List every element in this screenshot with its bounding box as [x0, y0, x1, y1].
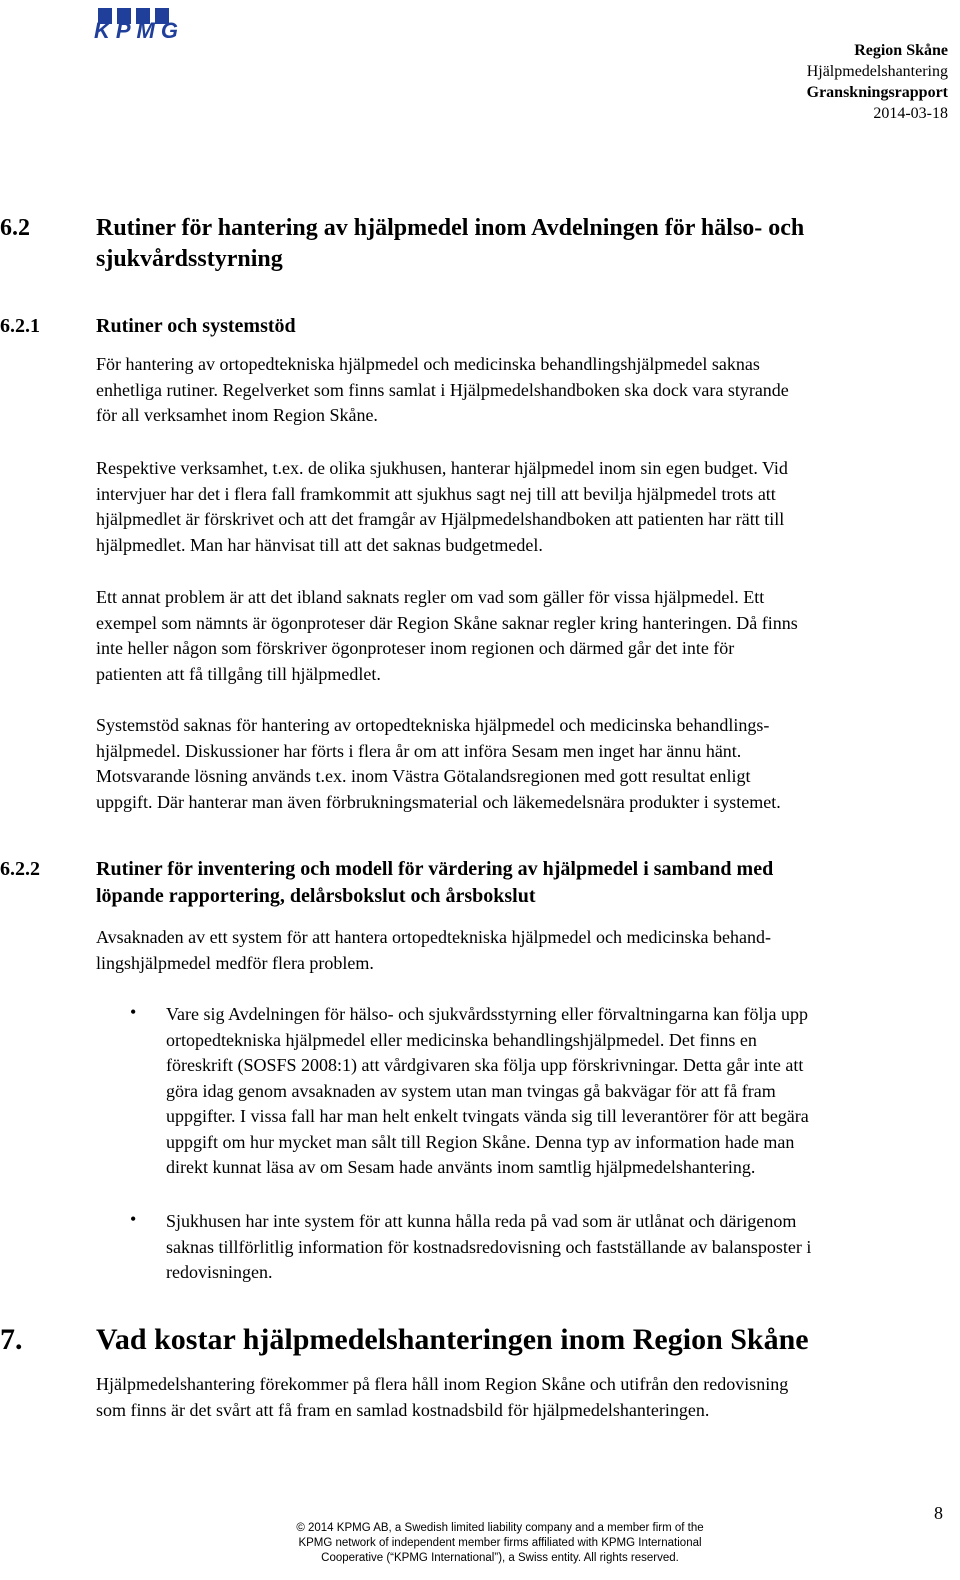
- footer-line: KPMG network of independent member firms affiliated with KPMG International: [298, 1537, 702, 1549]
- text-line: redovisningen.: [166, 1262, 273, 1282]
- text-line: Respektive verksamhet, t.ex. de olika sjukhusen, hanterar hjälpmedel inom sin egen budget. Vid: [96, 458, 788, 478]
- text-line: Hjälpmedelshantering förekommer på flera håll inom Region Skåne och utifrån den redovisning: [96, 1374, 789, 1394]
- heading-number: 6.2.1: [0, 315, 40, 337]
- header-org: Region Skåne: [854, 42, 948, 59]
- text-line: uppgift om hur mycket man sålt till Region Skåne. Denna typ av information hade man: [166, 1131, 795, 1152]
- text-line: exempel som nämnts är ögonproteser där Region Skåne saknar regler kring hanteringen. Då finns: [96, 612, 798, 633]
- text-line: Systemstöd saknas för hantering av ortopedtekniska hjälpmedel och medicinska behandlings-: [96, 715, 770, 735]
- list-item: [166, 1209, 956, 1286]
- heading-text-line: Rutiner för hantering av hjälpmedel inom Avdelningen för hälso- och: [96, 215, 805, 241]
- text-line: föreskrift (SOSFS 2008:1) att vårdgivaren ska följa upp förskrivningar. Detta går inte att: [166, 1055, 804, 1075]
- text-line: för all verksamhet inom Region Skåne.: [96, 405, 378, 425]
- kpmg-logo: [92, 6, 184, 42]
- svg-text:KPMG: KPMG: [94, 18, 178, 42]
- text-line: uppgift. Där hanterar man även förbrukningsmaterial och läkemedelsnära produkter i systemet.: [96, 791, 781, 812]
- heading-text: Rutiner och systemstöd: [96, 315, 296, 337]
- text-line: som finns är det svårt att få fram en samlad kostnadsbild för hjälpmedelshanteringen.: [96, 1399, 710, 1420]
- text-line: göra idag genom avsaknaden av system utan man tvingas gå bakvägar för att få fram: [166, 1080, 776, 1101]
- paragraph: [96, 352, 946, 429]
- heading-text-line: Rutiner för inventering och modell för värdering av hjälpmedel i samband med: [96, 858, 774, 880]
- text-line: direkt kunnat läsa av om Sesam hade använts inom samtlig hjälpmedelshantering.: [166, 1157, 756, 1177]
- page-number: 8: [934, 1503, 943, 1523]
- header-report-type: Granskningsrapport: [806, 84, 948, 101]
- text-line: ortopedtekniska hjälpmedel eller medicinska behandlingshjälpmedel. Det finns en: [166, 1029, 757, 1050]
- footer-line: Cooperative (“KPMG International”), a Swiss entity. All rights reserved.: [321, 1552, 679, 1564]
- text-line: hjälpmedlet är förskrivet och att det framgår av Hjälpmedelshandboken att patienten har rätt till: [96, 509, 785, 529]
- bullet-icon: •: [130, 1209, 137, 1229]
- text-line: Sjukhusen har inte system för att kunna hålla reda på vad som är utlånat och därigenom: [166, 1211, 797, 1231]
- heading-number: 6.2: [0, 215, 30, 241]
- text-line: Vare sig Avdelningen för hälso- och sjukvårdsstyrning eller förvaltningarna kan följa upp: [166, 1004, 808, 1024]
- text-line: uppgifter. I vissa fall har man helt enkelt tvingats vända sig till leverantörer för att begära: [166, 1106, 809, 1126]
- text-line: Ett annat problem är att det ibland saknats regler om vad som gäller för vissa hjälpmedel. Ett: [96, 587, 765, 607]
- text-line: saknas tillförlitlig information för kostnadsredovisning och fastställande av balansposter i: [166, 1236, 812, 1257]
- paragraph: [96, 1372, 946, 1423]
- header-subject: Hjälpmedelshantering: [806, 63, 948, 80]
- bullet-icon: •: [130, 1002, 137, 1022]
- text-line: intervjuer har det i flera fall framkommit att sjukhus sagt nej till att bevilja hjälpmedel trots att: [96, 483, 776, 504]
- list-item: [166, 1002, 956, 1181]
- text-line: inte heller någon som förskriver ögonproteser inom regionen och därmed går det inte för: [96, 638, 735, 658]
- heading-number: 7.: [0, 1323, 23, 1356]
- paragraph: [96, 925, 946, 976]
- heading-text-line: sjukvårdsstyrning: [96, 246, 283, 272]
- heading-text-line: löpande rapportering, delårsbokslut och årsbokslut: [96, 885, 536, 907]
- paragraph: [96, 456, 946, 558]
- text-line: lingshjälpmedel medför flera problem.: [96, 952, 374, 973]
- text-line: hjälpmedlet. Man har hänvisat till att det saknas budgetmedel.: [96, 534, 543, 555]
- document-header: [807, 40, 948, 124]
- footer-line: © 2014 KPMG AB, a Swedish limited liability company and a member firm of the: [296, 1522, 704, 1534]
- text-line: Motsvarande lösning används t.ex. inom Västra Götalandsregionen med gott resultat enligt: [96, 766, 751, 786]
- header-date: 2014-03-18: [873, 105, 948, 122]
- text-line: hjälpmedel. Diskussioner har förts i flera år om att införa Sesam men inget har ännu hänt.: [96, 740, 742, 761]
- text-line: patienten att få tillgång till hjälpmedlet.: [96, 663, 381, 684]
- text-line: Avsaknaden av ett system för att hantera ortopedtekniska hjälpmedel och medicinska behand-: [96, 927, 771, 947]
- text-line: För hantering av ortopedtekniska hjälpmedel och medicinska behandlingshjälpmedel saknas: [96, 354, 760, 374]
- paragraph: [96, 713, 946, 815]
- text-line: enhetliga rutiner. Regelverket som finns samlat i Hjälpmedelshandboken ska dock vara styrande: [96, 379, 789, 400]
- paragraph: [96, 585, 946, 687]
- heading-number: 6.2.2: [0, 858, 40, 880]
- footer-copyright: [200, 1521, 800, 1566]
- heading-text: Vad kostar hjälpmedelshanteringen inom Region Skåne: [96, 1323, 809, 1356]
